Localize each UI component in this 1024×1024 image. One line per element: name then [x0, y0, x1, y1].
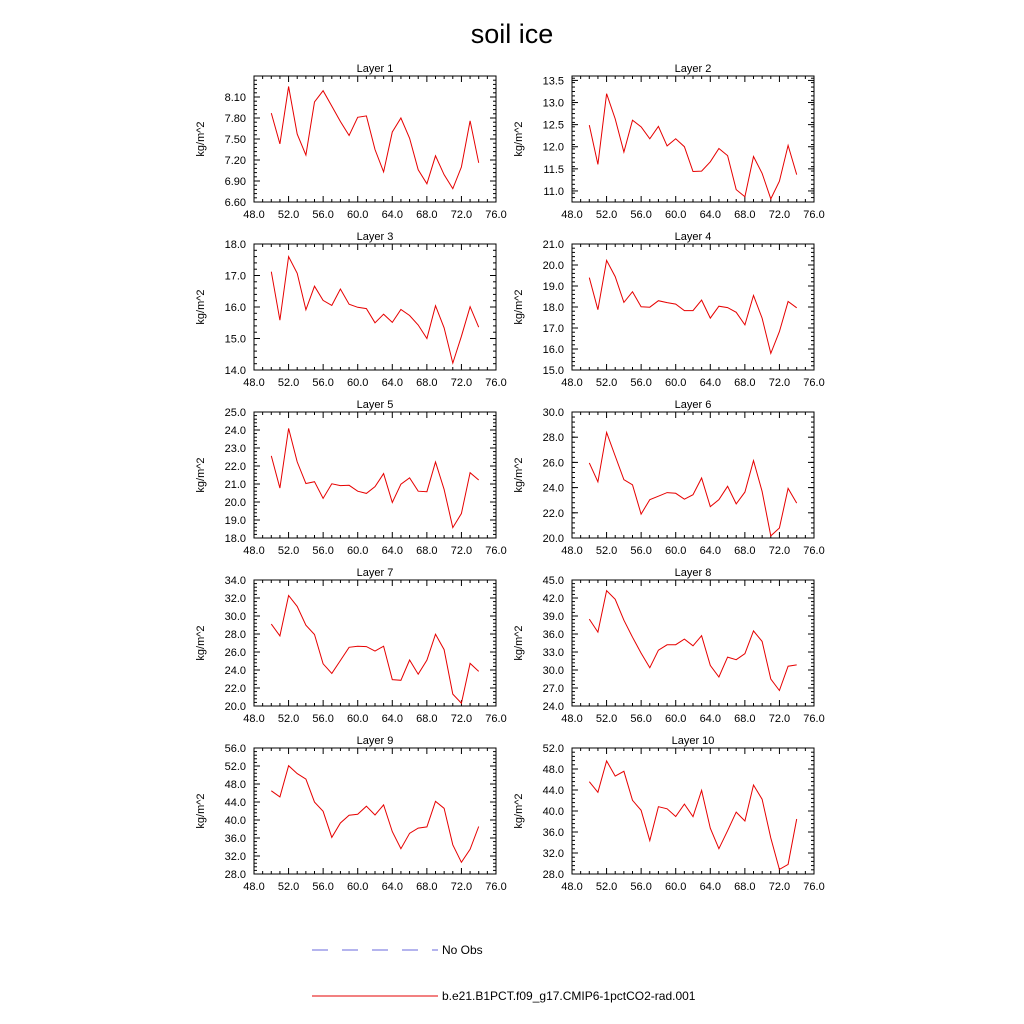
panel-5-ylabel: kg/m^2 [195, 457, 207, 493]
panel-4-xtick-label: 76.0 [803, 377, 825, 389]
panel-4-ylabel: kg/m^2 [513, 289, 525, 325]
panel-2-title: Layer 2 [674, 63, 712, 75]
panel-9-ytick-label: 44.0 [224, 797, 246, 809]
panel-4-xtick-label: 56.0 [630, 377, 652, 389]
panel-3-ylabel: kg/m^2 [195, 289, 207, 325]
panel-4-xtick-label: 72.0 [768, 377, 791, 389]
panel-3-xtick-label: 64.0 [381, 377, 403, 389]
panel-9-ytick-label: 36.0 [224, 833, 246, 845]
panel-8-xtick-label: 76.0 [803, 713, 825, 725]
panel-7-ytick-label: 26.0 [224, 647, 246, 659]
panel-4-ytick-label: 20.0 [542, 260, 564, 272]
panel-4-xtick-label: 64.0 [699, 377, 721, 389]
panel-3-xtick-label: 68.0 [416, 377, 438, 389]
panel-1-ytick-label: 6.90 [224, 176, 246, 188]
panel-8-xtick-label: 52.0 [595, 713, 618, 725]
panel-10-xtick-label: 64.0 [699, 881, 721, 893]
panel-9-ytick-label: 28.0 [224, 869, 246, 881]
panel-3-xtick-label: 76.0 [485, 377, 507, 389]
panel-10-xtick-label: 60.0 [665, 881, 687, 893]
panel-3-xtick-label: 52.0 [277, 377, 300, 389]
panel-8-xtick-label: 48.0 [561, 713, 583, 725]
panel-5-xtick-label: 76.0 [485, 545, 507, 557]
panel-4 [513, 231, 825, 389]
panels-grid [195, 63, 825, 893]
panel-1 [195, 63, 507, 221]
panel-10-ytick-label: 48.0 [542, 764, 564, 776]
panel-3-series-line [271, 257, 478, 364]
panel-6-xtick-label: 76.0 [803, 545, 825, 557]
panel-2-ytick-label: 12.0 [542, 141, 564, 154]
panel-8 [513, 567, 825, 725]
panel-2-ytick-label: 11.0 [543, 185, 564, 198]
panel-2-xtick-label: 56.0 [630, 209, 652, 221]
panel-2-series-line [589, 94, 796, 199]
panel-2-xtick-label: 60.0 [665, 209, 687, 221]
panel-4-series-line [589, 260, 796, 353]
panel-1-xtick-label: 76.0 [485, 209, 507, 221]
panel-1-ytick-label: 7.50 [224, 134, 246, 146]
panel-9-xtick-label: 68.0 [416, 881, 438, 893]
panel-8-ytick-label: 42.0 [542, 593, 564, 605]
panel-6-ytick-label: 30.0 [542, 407, 564, 419]
panel-3 [195, 231, 507, 389]
panel-5 [195, 399, 507, 557]
panel-9-xtick-label: 48.0 [243, 881, 265, 893]
panel-8-ytick-label: 30.0 [542, 665, 564, 677]
panel-5-xtick-label: 52.0 [277, 545, 300, 557]
panel-7-xtick-label: 72.0 [450, 713, 473, 725]
panel-4-ytick-label: 19.0 [542, 281, 564, 293]
panel-1-ytick-label: 6.60 [224, 197, 246, 209]
panel-8-xtick-label: 72.0 [768, 713, 791, 725]
panel-9 [195, 735, 507, 893]
panel-6-ytick-label: 20.0 [542, 533, 564, 545]
panel-10-xtick-label: 56.0 [630, 881, 652, 893]
panel-3-xtick-label: 48.0 [243, 377, 265, 389]
panel-2-xtick-label: 64.0 [699, 209, 721, 221]
panel-7 [195, 567, 507, 725]
panel-4-xtick-label: 52.0 [595, 377, 618, 389]
panel-2-xtick-label: 68.0 [734, 209, 756, 221]
panel-1-xtick-label: 68.0 [416, 209, 438, 221]
panel-4-title: Layer 4 [674, 231, 712, 243]
panel-8-title: Layer 8 [674, 567, 712, 579]
panel-7-xtick-label: 64.0 [381, 713, 403, 725]
legend-obs-label: No Obs [442, 943, 483, 957]
panel-6-xtick-label: 56.0 [630, 545, 652, 557]
panel-1-xtick-label: 60.0 [347, 209, 369, 221]
panel-10-frame [572, 748, 814, 874]
panel-7-ylabel: kg/m^2 [195, 625, 207, 661]
panel-8-ytick-label: 39.0 [542, 611, 564, 623]
panel-6-xtick-label: 64.0 [699, 545, 721, 557]
panel-5-ytick-label: 23.0 [224, 443, 246, 455]
panel-9-xtick-label: 56.0 [312, 881, 334, 893]
panel-5-frame [254, 412, 496, 538]
panel-6 [513, 399, 825, 557]
panel-7-ytick-label: 32.0 [224, 593, 246, 605]
panel-7-ytick-label: 24.0 [224, 665, 246, 677]
panel-7-xtick-label: 60.0 [347, 713, 369, 725]
panel-6-xtick-label: 68.0 [734, 545, 756, 557]
panel-5-title: Layer 5 [356, 399, 394, 411]
panel-9-xtick-label: 64.0 [381, 881, 403, 893]
panel-8-xtick-label: 60.0 [665, 713, 687, 725]
panel-10-xtick-label: 48.0 [561, 881, 583, 893]
panel-3-ytick-label: 17.0 [224, 270, 246, 283]
panel-2-xtick-label: 52.0 [595, 209, 618, 221]
panel-6-ytick-label: 26.0 [542, 457, 564, 470]
panel-5-xtick-label: 64.0 [381, 545, 403, 557]
panel-10-ytick-label: 32.0 [542, 848, 564, 860]
panel-8-series-line [589, 591, 796, 691]
panel-7-xtick-label: 56.0 [312, 713, 334, 725]
panel-2-ytick-label: 11.5 [543, 163, 564, 176]
panel-8-xtick-label: 64.0 [699, 713, 721, 725]
panel-10-ytick-label: 52.0 [542, 743, 564, 755]
panel-6-ytick-label: 22.0 [542, 507, 564, 520]
panel-1-xtick-label: 72.0 [450, 209, 473, 221]
panel-10-title: Layer 10 [671, 735, 715, 747]
panel-3-ytick-label: 15.0 [224, 333, 246, 346]
panel-7-frame [254, 580, 496, 706]
panel-2-ytick-label: 12.5 [542, 119, 564, 132]
panel-3-ytick-label: 16.0 [224, 302, 246, 314]
panel-8-ytick-label: 45.0 [542, 575, 564, 587]
panel-10-ytick-label: 36.0 [542, 827, 564, 839]
panel-5-xtick-label: 72.0 [450, 545, 473, 557]
panel-5-ytick-label: 19.0 [224, 515, 246, 527]
panel-3-ytick-label: 14.0 [224, 365, 246, 377]
panel-4-ytick-label: 21.0 [542, 239, 564, 251]
panel-6-frame [572, 412, 814, 538]
panel-5-ytick-label: 21.0 [224, 479, 246, 491]
legend [312, 943, 696, 1003]
panel-6-xtick-label: 52.0 [595, 545, 618, 557]
panel-5-xtick-label: 60.0 [347, 545, 369, 557]
panel-6-series-line [589, 432, 796, 536]
panel-1-ylabel: kg/m^2 [195, 121, 207, 157]
panel-4-ytick-label: 15.0 [542, 365, 564, 377]
panel-7-series-line [271, 596, 478, 704]
panel-9-ytick-label: 52.0 [224, 761, 246, 773]
panel-3-xtick-label: 56.0 [312, 377, 334, 389]
panel-8-frame [572, 580, 814, 706]
panel-6-xtick-label: 60.0 [665, 545, 687, 557]
panel-1-xtick-label: 52.0 [277, 209, 300, 221]
panel-9-ytick-label: 48.0 [224, 779, 246, 791]
panel-9-ytick-label: 40.0 [224, 815, 246, 827]
panel-1-series-line [271, 87, 478, 189]
panel-2 [513, 63, 825, 221]
panel-5-xtick-label: 56.0 [312, 545, 334, 557]
panel-7-ytick-label: 30.0 [224, 611, 246, 623]
panel-9-xtick-label: 72.0 [450, 881, 473, 893]
panel-9-title: Layer 9 [356, 735, 394, 747]
panel-8-ytick-label: 36.0 [542, 629, 564, 641]
panel-8-ytick-label: 27.0 [542, 683, 564, 695]
panel-5-xtick-label: 48.0 [243, 545, 265, 557]
panel-10-xtick-label: 68.0 [734, 881, 756, 893]
panel-3-frame [254, 244, 496, 370]
panel-4-xtick-label: 68.0 [734, 377, 756, 389]
panel-9-xtick-label: 52.0 [277, 881, 300, 893]
panel-3-title: Layer 3 [356, 231, 394, 243]
panel-8-ytick-label: 24.0 [542, 701, 564, 713]
panel-5-ytick-label: 18.0 [224, 533, 246, 545]
panel-5-ytick-label: 24.0 [224, 425, 246, 437]
panel-5-ytick-label: 20.0 [224, 497, 246, 509]
panel-5-series-line [271, 428, 478, 527]
panel-7-ytick-label: 34.0 [224, 575, 246, 587]
panel-1-xtick-label: 56.0 [312, 209, 334, 221]
panel-6-ytick-label: 24.0 [542, 482, 564, 495]
panel-1-ytick-label: 7.20 [224, 155, 246, 167]
panel-7-xtick-label: 68.0 [416, 713, 438, 725]
panel-8-ylabel: kg/m^2 [513, 625, 525, 661]
panel-7-xtick-label: 48.0 [243, 713, 265, 725]
panel-10-xtick-label: 76.0 [803, 881, 825, 893]
panel-7-ytick-label: 20.0 [224, 701, 246, 713]
panel-10-ytick-label: 28.0 [542, 869, 564, 881]
panel-2-xtick-label: 48.0 [561, 209, 583, 221]
panel-9-xtick-label: 76.0 [485, 881, 507, 893]
panel-7-ytick-label: 28.0 [224, 629, 246, 641]
panel-7-ytick-label: 22.0 [224, 683, 246, 695]
panel-2-xtick-label: 72.0 [768, 209, 791, 221]
panel-2-ytick-label: 13.5 [542, 75, 564, 88]
panel-8-ytick-label: 33.0 [542, 647, 564, 659]
panel-7-xtick-label: 76.0 [485, 713, 507, 725]
panel-5-ytick-label: 22.0 [224, 461, 246, 473]
panel-2-ylabel: kg/m^2 [513, 121, 525, 157]
panel-1-xtick-label: 64.0 [381, 209, 403, 221]
panel-7-title: Layer 7 [356, 567, 394, 579]
panel-3-ytick-label: 18.0 [224, 239, 246, 251]
panel-3-xtick-label: 72.0 [450, 377, 473, 389]
panel-4-xtick-label: 48.0 [561, 377, 583, 389]
panel-5-xtick-label: 68.0 [416, 545, 438, 557]
panel-6-ylabel: kg/m^2 [513, 457, 525, 493]
panel-8-xtick-label: 68.0 [734, 713, 756, 725]
panel-10-ytick-label: 40.0 [542, 806, 564, 818]
panel-10-ytick-label: 44.0 [542, 785, 564, 797]
panel-2-frame [572, 76, 814, 202]
panel-1-xtick-label: 48.0 [243, 209, 265, 221]
panel-2-xtick-label: 76.0 [803, 209, 825, 221]
figure-title: soil ice [470, 19, 554, 49]
panel-1-ytick-label: 7.80 [224, 113, 246, 125]
panel-9-ytick-label: 56.0 [224, 743, 246, 755]
panel-1-ytick-label: 8.10 [224, 92, 246, 104]
panel-6-title: Layer 6 [674, 399, 712, 411]
panel-10-ylabel: kg/m^2 [513, 793, 525, 829]
panel-9-ytick-label: 32.0 [224, 851, 246, 863]
panel-1-title: Layer 1 [356, 63, 394, 75]
panel-10 [513, 735, 825, 893]
panel-2-ytick-label: 13.0 [542, 97, 564, 110]
panel-9-series-line [271, 766, 478, 863]
legend-model-label: b.e21.B1PCT.f09_g17.CMIP6-1pctCO2-rad.001 [442, 989, 696, 1003]
panel-9-ylabel: kg/m^2 [195, 793, 207, 829]
panel-5-ytick-label: 25.0 [224, 407, 246, 419]
panel-9-xtick-label: 60.0 [347, 881, 369, 893]
panel-7-xtick-label: 52.0 [277, 713, 300, 725]
panel-4-xtick-label: 60.0 [665, 377, 687, 389]
panel-6-xtick-label: 48.0 [561, 545, 583, 557]
panel-10-xtick-label: 72.0 [768, 881, 791, 893]
panel-6-ytick-label: 28.0 [542, 432, 564, 445]
panel-4-ytick-label: 16.0 [542, 344, 564, 356]
panel-4-ytick-label: 18.0 [542, 302, 564, 314]
panel-3-xtick-label: 60.0 [347, 377, 369, 389]
panel-10-xtick-label: 52.0 [595, 881, 618, 893]
panel-8-xtick-label: 56.0 [630, 713, 652, 725]
panel-10-series-line [589, 761, 796, 870]
panel-6-xtick-label: 72.0 [768, 545, 791, 557]
panel-4-ytick-label: 17.0 [542, 323, 564, 335]
